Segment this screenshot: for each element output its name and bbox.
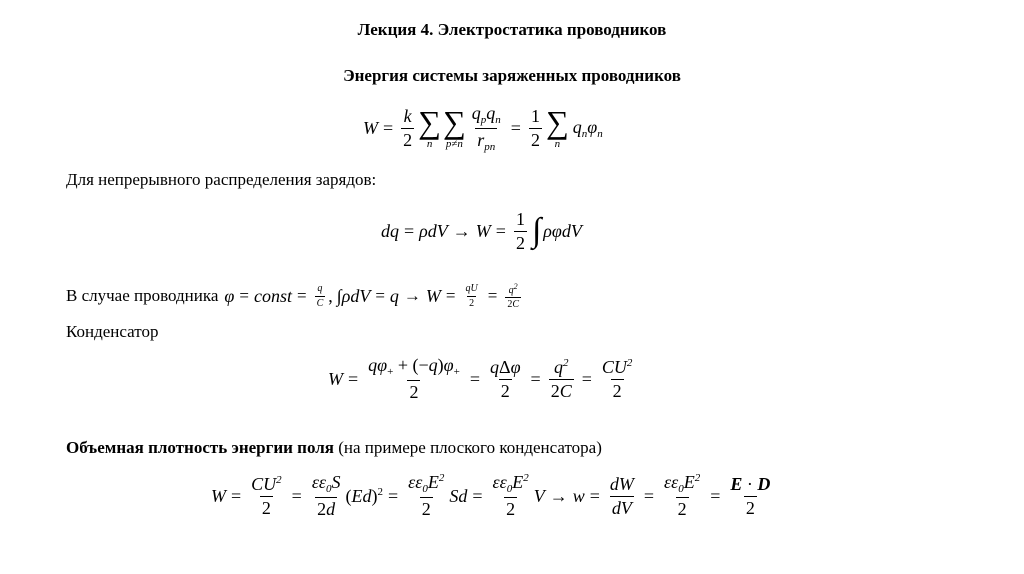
equation-continuous: dq = ρdV → W = $\frac{1}{2}$ ∫ ρφdV xyxy=(381,208,582,253)
energy-density-heading: Объемная плотность энергии поля xyxy=(66,438,334,457)
section-title: Энергия системы заряженных проводников xyxy=(343,66,681,85)
capacitor-label: Конденсатор xyxy=(66,322,159,341)
conductor-case-line: В случае проводника φ = const = $\frac{q}{C}$ , ∫ ρdV = q → W = $\frac{qU}{2}$ = $\frac{q^2}{2C}$ xyxy=(66,281,520,310)
equation-system-energy: W = $\frac{k}{2}$ ∑ n ∑ p≠n $\frac{q_pq_n}{r_{pn}}$ = $\frac{1}{2}$ ∑ n $q_n\varphi_n$ xyxy=(363,102,603,153)
energy-density-line xyxy=(66,438,602,458)
lecture-title: Лекция 4. Электростатика проводников xyxy=(357,20,667,39)
conductor-case-text: В случае проводника xyxy=(66,286,219,305)
equation-capacitor: W = $\frac{q\varphi_+ + (-q)\varphi_+}{2}$ = $\frac{\text{qΔφ}}{2}$ = $\frac{q^2}{2C}$ = $\frac{CU^2}{2}$ xyxy=(328,355,633,402)
energy-density-note: (на примере плоского конденсатора) xyxy=(333,438,602,457)
continuous-distribution-text: Для непрерывного распределения зарядов: xyxy=(66,170,377,189)
equation-energy-density: W = $\frac{CU^2}{2}$ = $\frac{\varepsilon\varepsilon_0S}{2d}$ $(Ed)^2$ = $\frac{\varepsilon\varepsilon_0E^2}{2}$ Sd = $\frac{\varepsilon\varepsilon_0E^2}{2}$ V → w = $\frac{dW}{dV}$ = $\frac{\varepsilon\varepsilon_0E^2}{2}$ = $\frac{E \cdot D}{2}$ xyxy=(211,472,771,519)
